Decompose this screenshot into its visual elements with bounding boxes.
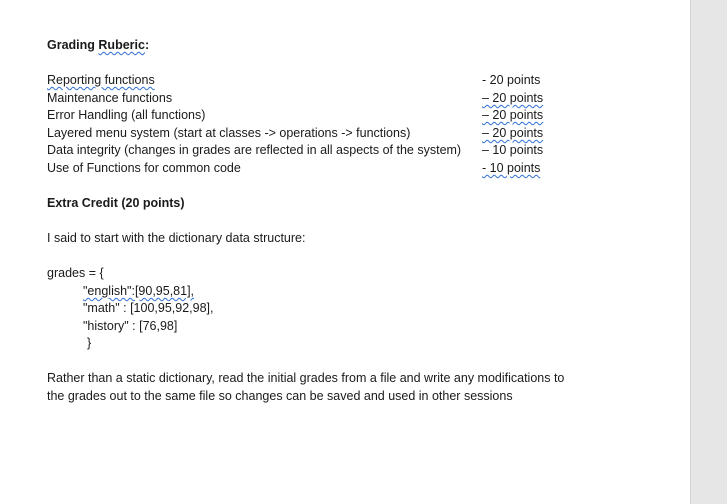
code-close-line: } — [87, 336, 92, 350]
closing-paragraph-line: Rather than a static dictionary, read the initial grades from a file and write any modifications to — [47, 371, 565, 385]
code-line-text: "english":[90,95,81], — [83, 284, 195, 298]
rubric-item-points: – 10 points — [482, 143, 544, 157]
document-heading — [47, 37, 149, 54]
window-side-panel — [690, 0, 727, 504]
heading-prefix: Grading — [47, 38, 99, 52]
code-open-line: grades = { — [47, 266, 104, 280]
code-line-text: "math" : [100,95,92,98], — [83, 301, 214, 315]
rubric-item-points: – 20 points — [482, 91, 544, 105]
code-line — [83, 300, 214, 317]
rubric-item-points: - 20 points — [482, 73, 541, 87]
code-line-text: "history" : [76,98] — [83, 319, 178, 333]
intro-text: I said to start with the dictionary data structure: — [47, 231, 306, 245]
rubric-item-points: – 20 points — [482, 126, 544, 140]
rubric-item-task-text: Reporting functions — [47, 73, 155, 87]
rubric-item-task: Error Handling (all functions) — [47, 108, 206, 122]
extra-credit-heading: Extra Credit (20 points) — [47, 196, 185, 210]
heading-misspelled-word: Ruberic — [98, 38, 145, 52]
rubric-item-points: – 20 points — [482, 108, 544, 122]
rubric-item-task: Data integrity (changes in grades are reflected in all aspects of the system) — [47, 143, 462, 157]
rubric-item-points: - 10 points — [482, 161, 541, 175]
rubric-item-task: Layered menu system (start at classes -> operations -> functions) — [47, 126, 411, 140]
code-line — [83, 283, 194, 300]
closing-paragraph-line: the grades out to the same file so changes can be saved and used in other sessions — [47, 389, 513, 403]
code-line — [83, 318, 177, 335]
rubric-item-task: Use of Functions for common code — [47, 161, 241, 175]
heading-suffix: : — [144, 38, 150, 52]
rubric-item-task — [47, 72, 155, 89]
rubric-item-task: Maintenance functions — [47, 91, 173, 105]
